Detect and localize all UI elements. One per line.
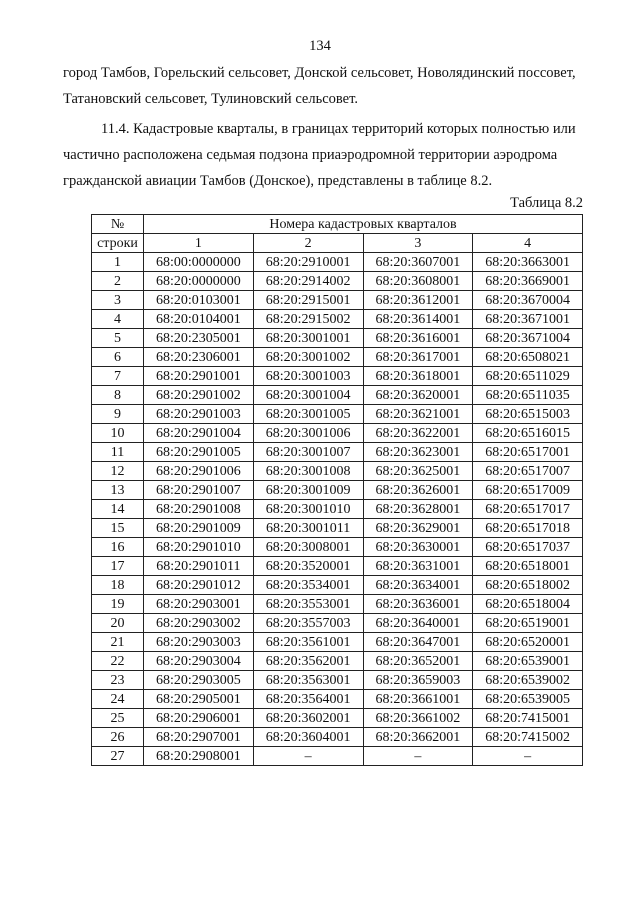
cadastral-number-cell: 68:20:3622001	[363, 424, 473, 443]
cadastral-number-cell: 68:20:6517009	[473, 481, 583, 500]
section-paragraph	[63, 116, 583, 194]
row-number-cell: 4	[92, 310, 144, 329]
cadastral-number-cell: 68:20:3629001	[363, 519, 473, 538]
cadastral-number-cell: 68:20:3001005	[253, 405, 363, 424]
cadastral-number-cell: 68:20:2905001	[144, 690, 254, 709]
cadastral-number-cell: 68:20:3604001	[253, 728, 363, 747]
cadastral-number-cell: 68:20:2901012	[144, 576, 254, 595]
table-row	[92, 671, 583, 690]
cadastral-number-cell: 68:20:6517018	[473, 519, 583, 538]
cadastral-number-cell: 68:20:2903001	[144, 595, 254, 614]
cadastral-number-cell: 68:20:3001002	[253, 348, 363, 367]
intro-paragraph	[63, 60, 583, 112]
cadastral-number-cell: 68:20:2914002	[253, 272, 363, 291]
cadastral-number-cell: 68:20:2901008	[144, 500, 254, 519]
cadastral-number-cell: –	[473, 747, 583, 766]
table-row	[92, 405, 583, 424]
table-header-row	[92, 234, 583, 253]
column-number: 1	[144, 234, 254, 253]
cadastral-table	[91, 214, 583, 766]
table-row	[92, 595, 583, 614]
cadastral-number-cell: 68:20:3670004	[473, 291, 583, 310]
cadastral-number-cell: 68:20:2908001	[144, 747, 254, 766]
cadastral-number-cell: 68:20:6511035	[473, 386, 583, 405]
row-number-cell: 2	[92, 272, 144, 291]
cadastral-number-cell: 68:20:3630001	[363, 538, 473, 557]
page-number: 134	[309, 38, 331, 54]
cadastral-number-cell: 68:20:3618001	[363, 367, 473, 386]
row-number-cell: 25	[92, 709, 144, 728]
row-number-cell: 8	[92, 386, 144, 405]
row-number-cell: 7	[92, 367, 144, 386]
cadastral-number-cell: 68:20:2903005	[144, 671, 254, 690]
header-cadastral-numbers: Номера кадастровых кварталов	[144, 215, 583, 234]
cadastral-number-cell: 68:20:7415002	[473, 728, 583, 747]
row-number-cell: 5	[92, 329, 144, 348]
cadastral-number-cell: 68:20:6539001	[473, 652, 583, 671]
cadastral-number-cell: –	[253, 747, 363, 766]
cadastral-number-cell: 68:20:6539005	[473, 690, 583, 709]
table-row	[92, 367, 583, 386]
cadastral-number-cell: 68:20:6517017	[473, 500, 583, 519]
cadastral-number-cell: 68:20:3621001	[363, 405, 473, 424]
row-number-cell: 17	[92, 557, 144, 576]
table-row	[92, 386, 583, 405]
cadastral-number-cell: 68:20:3634001	[363, 576, 473, 595]
cadastral-number-cell: 68:20:3612001	[363, 291, 473, 310]
cadastral-number-cell: 68:20:3607001	[363, 253, 473, 272]
cadastral-number-cell: 68:20:3553001	[253, 595, 363, 614]
cadastral-number-cell: –	[363, 747, 473, 766]
cadastral-number-cell: 68:20:2910001	[253, 253, 363, 272]
paragraph-line: 11.4. Кадастровые кварталы, в границах территорий которых полностью или	[101, 121, 576, 137]
row-number-cell: 3	[92, 291, 144, 310]
cadastral-number-cell: 68:20:6517037	[473, 538, 583, 557]
cadastral-number-cell: 68:20:3562001	[253, 652, 363, 671]
column-number: 4	[473, 234, 583, 253]
cadastral-number-cell: 68:20:3001001	[253, 329, 363, 348]
cadastral-number-cell: 68:20:3662001	[363, 728, 473, 747]
cadastral-number-cell: 68:20:2901010	[144, 538, 254, 557]
table-row	[92, 443, 583, 462]
row-number-cell: 19	[92, 595, 144, 614]
paragraph-line: частично расположена седьмая подзона приаэродромной территории аэродрома	[63, 147, 558, 163]
table-row	[92, 272, 583, 291]
cadastral-number-cell: 68:20:6516015	[473, 424, 583, 443]
table-caption: Таблица 8.2	[510, 195, 583, 211]
table-row	[92, 424, 583, 443]
cadastral-number-cell: 68:20:0000000	[144, 272, 254, 291]
cadastral-number-cell: 68:20:3608001	[363, 272, 473, 291]
table-row	[92, 557, 583, 576]
cadastral-number-cell: 68:20:6511029	[473, 367, 583, 386]
row-number-cell: 26	[92, 728, 144, 747]
cadastral-number-cell: 68:20:2901001	[144, 367, 254, 386]
row-number-cell: 10	[92, 424, 144, 443]
cadastral-number-cell: 68:20:6539002	[473, 671, 583, 690]
cadastral-number-cell: 68:20:3616001	[363, 329, 473, 348]
cadastral-number-cell: 68:20:3661001	[363, 690, 473, 709]
cadastral-number-cell: 68:20:2901011	[144, 557, 254, 576]
cadastral-number-cell: 68:20:3661002	[363, 709, 473, 728]
cadastral-number-cell: 68:20:3001009	[253, 481, 363, 500]
cadastral-number-cell: 68:20:3631001	[363, 557, 473, 576]
cadastral-number-cell: 68:20:3001007	[253, 443, 363, 462]
cadastral-number-cell: 68:20:3625001	[363, 462, 473, 481]
table-row	[92, 576, 583, 595]
table-row	[92, 747, 583, 766]
cadastral-number-cell: 68:20:6515003	[473, 405, 583, 424]
table-row	[92, 690, 583, 709]
cadastral-number-cell: 68:20:2305001	[144, 329, 254, 348]
cadastral-number-cell: 68:20:2306001	[144, 348, 254, 367]
cadastral-number-cell: 68:20:3534001	[253, 576, 363, 595]
cadastral-number-cell: 68:20:6519001	[473, 614, 583, 633]
cadastral-number-cell: 68:20:3001008	[253, 462, 363, 481]
table-row	[92, 709, 583, 728]
cadastral-number-cell: 68:20:3001003	[253, 367, 363, 386]
cadastral-number-cell: 68:20:3636001	[363, 595, 473, 614]
cadastral-number-cell: 68:20:2915001	[253, 291, 363, 310]
cadastral-number-cell: 68:20:3561001	[253, 633, 363, 652]
cadastral-number-cell: 68:20:3628001	[363, 500, 473, 519]
table-row	[92, 253, 583, 272]
header-row-label: строки	[92, 234, 144, 253]
table-row	[92, 348, 583, 367]
cadastral-number-cell: 68:20:0104001	[144, 310, 254, 329]
table-row	[92, 329, 583, 348]
table-row	[92, 310, 583, 329]
table-row	[92, 462, 583, 481]
row-number-cell: 23	[92, 671, 144, 690]
cadastral-number-cell: 68:20:6517001	[473, 443, 583, 462]
cadastral-number-cell: 68:20:3001011	[253, 519, 363, 538]
row-number-cell: 6	[92, 348, 144, 367]
row-number-cell: 24	[92, 690, 144, 709]
row-number-cell: 27	[92, 747, 144, 766]
cadastral-number-cell: 68:20:3652001	[363, 652, 473, 671]
row-number-cell: 18	[92, 576, 144, 595]
cadastral-number-cell: 68:20:2901004	[144, 424, 254, 443]
row-number-cell: 11	[92, 443, 144, 462]
cadastral-number-cell: 68:20:2903002	[144, 614, 254, 633]
row-number-cell: 9	[92, 405, 144, 424]
row-number-cell: 22	[92, 652, 144, 671]
cadastral-number-cell: 68:20:3620001	[363, 386, 473, 405]
paragraph-line: гражданской авиации Тамбов (Донское), представлены в таблице 8.2.	[63, 173, 493, 189]
cadastral-number-cell: 68:20:0103001	[144, 291, 254, 310]
cadastral-number-cell: 68:20:6508021	[473, 348, 583, 367]
cadastral-number-cell: 68:20:2901005	[144, 443, 254, 462]
cadastral-number-cell: 68:20:3520001	[253, 557, 363, 576]
table-body	[92, 253, 583, 766]
row-number-cell: 20	[92, 614, 144, 633]
cadastral-number-cell: 68:20:3671001	[473, 310, 583, 329]
cadastral-number-cell: 68:20:2901007	[144, 481, 254, 500]
cadastral-number-cell: 68:20:3663001	[473, 253, 583, 272]
cadastral-number-cell: 68:20:3669001	[473, 272, 583, 291]
cadastral-number-cell: 68:20:3557003	[253, 614, 363, 633]
table-row	[92, 500, 583, 519]
column-number: 3	[363, 234, 473, 253]
cadastral-number-cell: 68:20:3564001	[253, 690, 363, 709]
cadastral-number-cell: 68:20:7415001	[473, 709, 583, 728]
cadastral-number-cell: 68:20:2915002	[253, 310, 363, 329]
cadastral-number-cell: 68:20:3617001	[363, 348, 473, 367]
cadastral-number-cell: 68:20:3563001	[253, 671, 363, 690]
table-header-row	[92, 215, 583, 234]
cadastral-number-cell: 68:20:6517007	[473, 462, 583, 481]
row-number-cell: 13	[92, 481, 144, 500]
cadastral-number-cell: 68:20:2901002	[144, 386, 254, 405]
table-row	[92, 538, 583, 557]
cadastral-number-cell: 68:20:3640001	[363, 614, 473, 633]
cadastral-number-cell: 68:20:3626001	[363, 481, 473, 500]
cadastral-number-cell: 68:20:6518004	[473, 595, 583, 614]
cadastral-number-cell: 68:20:6518002	[473, 576, 583, 595]
cadastral-number-cell: 68:20:3008001	[253, 538, 363, 557]
cadastral-number-cell: 68:20:3001006	[253, 424, 363, 443]
table-row	[92, 291, 583, 310]
cadastral-number-cell: 68:20:3614001	[363, 310, 473, 329]
cadastral-number-cell: 68:20:3659003	[363, 671, 473, 690]
cadastral-number-cell: 68:20:3647001	[363, 633, 473, 652]
row-number-cell: 1	[92, 253, 144, 272]
cadastral-number-cell: 68:20:3671004	[473, 329, 583, 348]
row-number-cell: 21	[92, 633, 144, 652]
cadastral-number-cell: 68:20:3001004	[253, 386, 363, 405]
column-number: 2	[253, 234, 363, 253]
row-number-cell: 15	[92, 519, 144, 538]
table-row	[92, 652, 583, 671]
cadastral-number-cell: 68:20:3623001	[363, 443, 473, 462]
cadastral-number-cell: 68:20:2903003	[144, 633, 254, 652]
cadastral-number-cell: 68:20:2903004	[144, 652, 254, 671]
cadastral-number-cell: 68:20:3602001	[253, 709, 363, 728]
paragraph-line: город Тамбов, Горельский сельсовет, Донской сельсовет, Новолядинский поссовет,	[63, 65, 576, 81]
cadastral-number-cell: 68:20:3001010	[253, 500, 363, 519]
cadastral-number-cell: 68:20:2907001	[144, 728, 254, 747]
cadastral-number-cell: 68:20:6520001	[473, 633, 583, 652]
cadastral-number-cell: 68:20:2906001	[144, 709, 254, 728]
cadastral-number-cell: 68:00:0000000	[144, 253, 254, 272]
table-row	[92, 481, 583, 500]
row-number-cell: 16	[92, 538, 144, 557]
row-number-cell: 14	[92, 500, 144, 519]
table-row	[92, 728, 583, 747]
cadastral-number-cell: 68:20:2901003	[144, 405, 254, 424]
cadastral-number-cell: 68:20:2901006	[144, 462, 254, 481]
cadastral-number-cell: 68:20:2901009	[144, 519, 254, 538]
table-row	[92, 519, 583, 538]
table-row	[92, 614, 583, 633]
header-number-sign: №	[92, 215, 144, 234]
paragraph-line: Татановский сельсовет, Тулиновский сельсовет.	[63, 91, 358, 107]
cadastral-number-cell: 68:20:6518001	[473, 557, 583, 576]
row-number-cell: 12	[92, 462, 144, 481]
table-row	[92, 633, 583, 652]
